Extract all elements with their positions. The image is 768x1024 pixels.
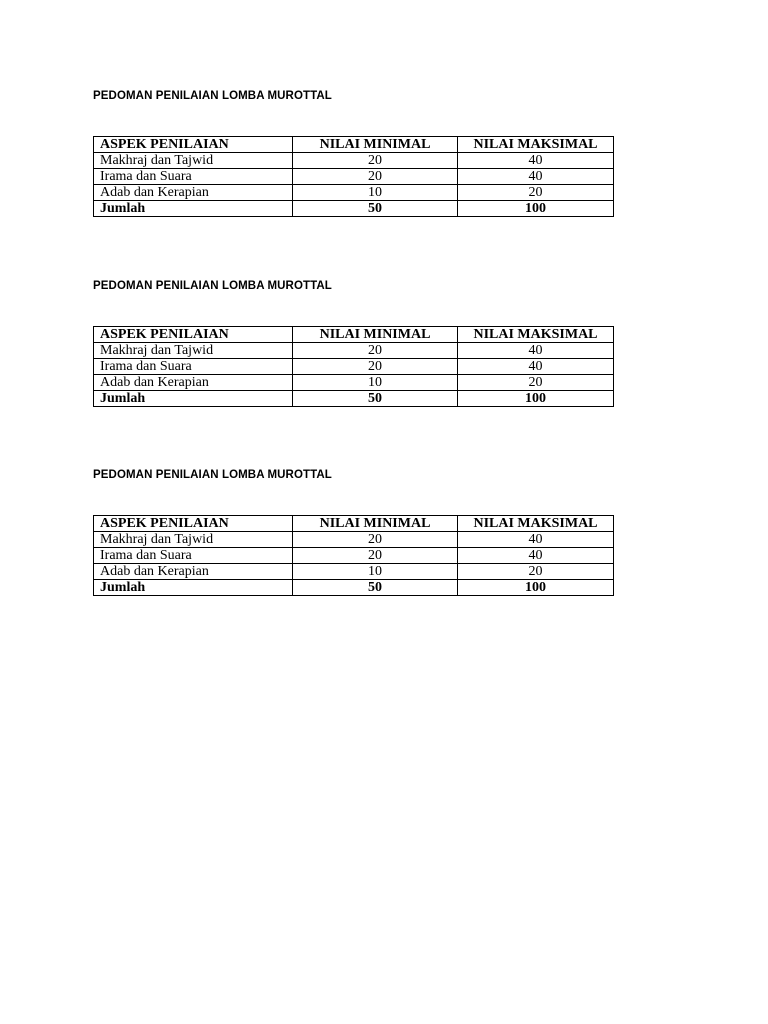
section-title: PEDOMAN PENILAIAN LOMBA MUROTTAL [93,90,332,102]
table-row [94,343,614,359]
cell-max: 40 [458,153,614,169]
cell-total-label: Jumlah [94,580,293,596]
cell-aspect: Makhraj dan Tajwid [94,153,293,169]
cell-aspect: Adab dan Kerapian [94,185,293,201]
cell-min: 10 [293,185,458,201]
assessment-section [93,278,613,406]
cell-min: 20 [293,548,458,564]
cell-aspect: Irama dan Suara [94,548,293,564]
cell-min: 20 [293,153,458,169]
cell-max: 20 [458,185,614,201]
table-row [94,153,614,169]
cell-min: 20 [293,359,458,375]
cell-aspect: Irama dan Suara [94,359,293,375]
cell-max: 40 [458,343,614,359]
assessment-section [93,88,613,216]
cell-aspect: Irama dan Suara [94,169,293,185]
cell-max: 40 [458,169,614,185]
table-total-row [94,391,614,407]
header-nilai-maksimal: NILAI MAKSIMAL [458,516,614,532]
cell-min: 10 [293,375,458,391]
table-total-row [94,201,614,217]
header-nilai-minimal: NILAI MINIMAL [293,327,458,343]
cell-min: 20 [293,532,458,548]
assessment-section [93,467,613,595]
cell-total-max: 100 [458,201,614,217]
cell-total-max: 100 [458,391,614,407]
table-header-row [94,327,614,343]
cell-total-min: 50 [293,201,458,217]
cell-total-label: Jumlah [94,201,293,217]
table-row [94,375,614,391]
cell-max: 40 [458,532,614,548]
cell-total-min: 50 [293,580,458,596]
table-row [94,548,614,564]
table-row [94,185,614,201]
header-nilai-maksimal: NILAI MAKSIMAL [458,327,614,343]
table-header-row [94,137,614,153]
table-row [94,564,614,580]
header-nilai-maksimal: NILAI MAKSIMAL [458,137,614,153]
cell-min: 20 [293,343,458,359]
table-row [94,532,614,548]
cell-aspect: Makhraj dan Tajwid [94,532,293,548]
header-aspek-penilaian: ASPEK PENILAIAN [94,516,293,532]
section-title: PEDOMAN PENILAIAN LOMBA MUROTTAL [93,280,332,292]
cell-max: 40 [458,359,614,375]
cell-min: 10 [293,564,458,580]
cell-aspect: Makhraj dan Tajwid [94,343,293,359]
section-title: PEDOMAN PENILAIAN LOMBA MUROTTAL [93,469,332,481]
header-aspek-penilaian: ASPEK PENILAIAN [94,137,293,153]
table-row [94,359,614,375]
cell-aspect: Adab dan Kerapian [94,375,293,391]
cell-min: 20 [293,169,458,185]
score-table [93,136,614,217]
table-total-row [94,580,614,596]
cell-total-label: Jumlah [94,391,293,407]
cell-max: 20 [458,375,614,391]
cell-total-min: 50 [293,391,458,407]
table-header-row [94,516,614,532]
cell-total-max: 100 [458,580,614,596]
score-table [93,515,614,596]
header-aspek-penilaian: ASPEK PENILAIAN [94,327,293,343]
cell-max: 20 [458,564,614,580]
cell-aspect: Adab dan Kerapian [94,564,293,580]
score-table [93,326,614,407]
header-nilai-minimal: NILAI MINIMAL [293,516,458,532]
header-nilai-minimal: NILAI MINIMAL [293,137,458,153]
table-row [94,169,614,185]
cell-max: 40 [458,548,614,564]
